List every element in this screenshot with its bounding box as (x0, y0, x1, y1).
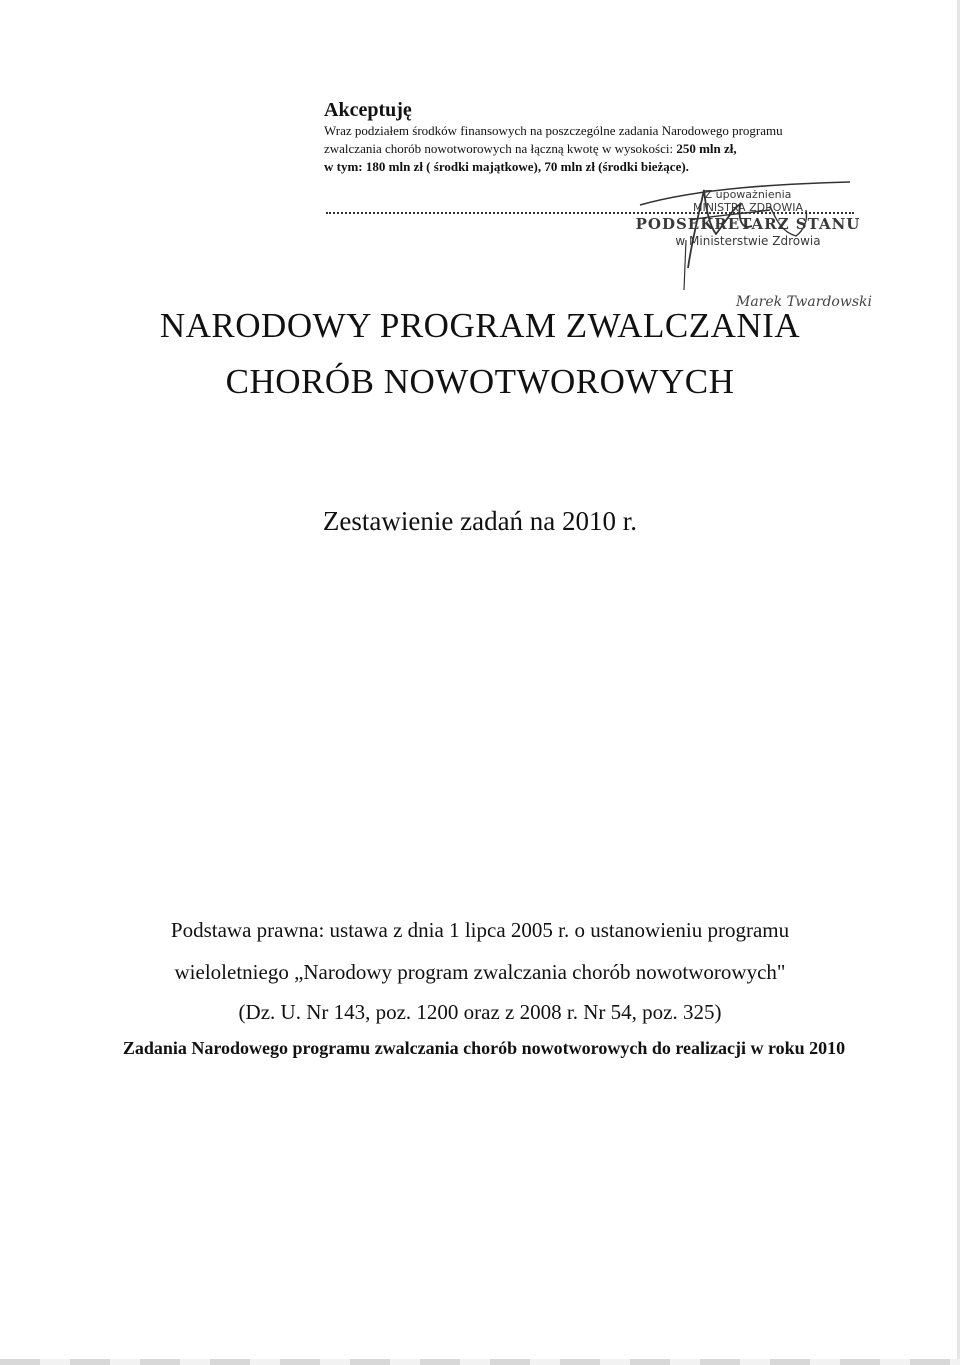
approval-line-2-text: zwalczania chorób nowotworowych na łączną kwotę w wysokości: (324, 141, 677, 156)
stamp-minister-line: MINISTRA ZDROWIA (692, 201, 804, 214)
document-subtitle: Zestawienie zadań na 2010 r. (322, 506, 638, 536)
scan-edge-bottom (0, 1359, 960, 1365)
approval-block (324, 98, 864, 176)
approval-line-3 (324, 158, 864, 176)
handwritten-signature (620, 180, 870, 300)
stamp-ministry-line: w Ministerstwie Zdrowia (675, 234, 821, 248)
approval-heading: Akceptuję (324, 99, 412, 121)
legal-basis-line-2: wieloletniego „Narodowy program zwalczania chorób nowotworowych" (174, 960, 786, 984)
document-title-line-2: CHORÓB NOWOTWOROWYCH (225, 362, 735, 401)
approval-line-2 (324, 140, 864, 158)
stamp-title: PODSEKRETARZ STANU (635, 215, 861, 233)
approval-total-amount: 250 mln zł, (676, 141, 737, 156)
legal-basis-line-3: (Dz. U. Nr 143, poz. 1200 oraz z 2008 r. Nr 54, poz. 325) (238, 1000, 722, 1024)
document-title-line-1: NARODOWY PROGRAM ZWALCZANIA (159, 306, 801, 345)
tasks-section-heading: Zadania Narodowego programu zwalczania chorób nowotworowych do realizacji w roku 2010 (122, 1038, 846, 1058)
approval-line-1: Wraz podziałem środków finansowych na poszczególne zadania Narodowego programu (324, 123, 783, 138)
stamp-authorization-line: Z upoważnienia (704, 188, 792, 201)
stamp-signatory-name: Marek Twardowski (736, 294, 872, 310)
approval-breakdown: w tym: 180 mln zł ( środki majątkowe), 70 mln zł (środki bieżące). (324, 159, 689, 174)
legal-basis-line-1: Podstawa prawna: ustawa z dnia 1 lipca 2005 r. o ustanowieniu programu (170, 918, 790, 942)
